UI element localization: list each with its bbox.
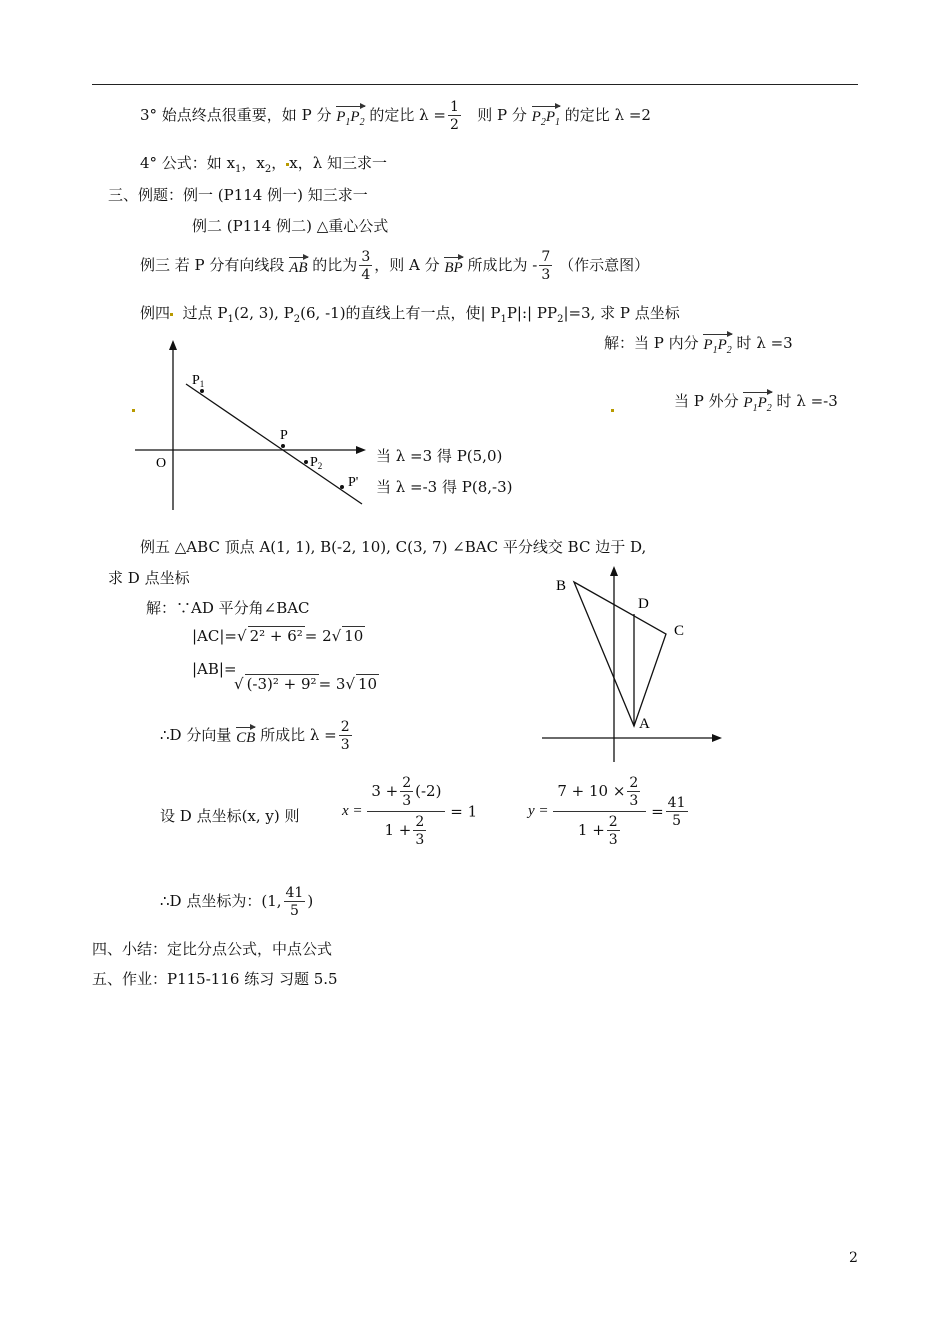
solution-external: 当 P 外分 $P_1P_2$ 时 λ =-3 xyxy=(674,392,838,414)
vector-p2p1: $P_2P_1$ xyxy=(532,105,560,128)
label-c: C xyxy=(674,623,685,639)
d-result: ∴D 点坐标为：(1, $\frac{41}{5}$ ) xyxy=(160,885,314,919)
line-1: 3° 始点终点很重要，如 P 分 $P_1P_2$ 的定比 λ = $\frac{1}{2}$ 则 P 分 $P_2P_1$ 的定比 λ =2 xyxy=(140,99,651,133)
label-p: P xyxy=(280,428,288,443)
fraction-half: $\frac{1}{2}$ xyxy=(450,99,459,133)
label-p1: $P_1$ xyxy=(192,373,205,389)
set-coordinates: 设 D 点坐标(x, y) 则 xyxy=(160,807,300,825)
example-4: 例四 过点 $P_1(2$, 3), $P_2(6$, -1)的直线上有一点，使| $P_1P|:|$ $PP_2|=3$, 求 P 点坐标 xyxy=(140,304,680,325)
example-3: 例三 若 P 分有向线段 AB 的比为 $\frac{3}{4}$ ，则 A 分 BP 所成比为 - $\frac{7}{3}$ （作示意图） xyxy=(140,249,650,283)
solution-5: 解：∵AD 平分角∠BAC xyxy=(146,599,310,617)
result-2: 当 λ =-3 得 P(8,-3) xyxy=(376,478,513,496)
label-d: D xyxy=(638,596,649,612)
vector-p1p2: $P_1P_2$ xyxy=(336,105,364,128)
result-1: 当 λ =3 得 P(5,0) xyxy=(376,447,503,465)
label-origin: O xyxy=(156,456,167,471)
example-2: 例二 (P114 例二) △重心公式 xyxy=(192,217,389,235)
line-graph xyxy=(130,338,370,516)
label-b: B xyxy=(556,578,567,594)
example-5: 例五 △ABC 顶点 A(1, 1), B(-2, 10), C(3, 7) ∠BAC 平分线交 BC 边于 D, xyxy=(140,538,647,556)
ab-length: |AB|= xyxy=(192,660,237,678)
section-examples: 三、例题：例一 (P114 例一) 知三求一 xyxy=(108,186,368,204)
triangle-graph xyxy=(538,566,728,762)
label-a: A xyxy=(639,716,650,732)
section-summary: 四、小结：定比分点公式，中点公式 xyxy=(92,940,333,958)
section-homework: 五、作业：P115-116 练习 习题 5.5 xyxy=(92,970,338,988)
label-p2: $P_2$ xyxy=(310,455,323,471)
ab-length-value: √ (-3)² + 9² = 3√ 10 xyxy=(234,675,378,693)
example-5-cont: 求 D 点坐标 xyxy=(108,569,190,587)
ac-length: |AC|=√ 2² + 6² = 2√ 10 xyxy=(192,627,364,645)
solution-internal: 解：当 P 内分 $P_1P_2$ 时 λ =3 xyxy=(604,334,793,356)
label-p-prime: P' xyxy=(348,475,359,490)
division-ratio: ∴D 分向量 CB 所成比 λ = $\frac{2}{3}$ xyxy=(160,719,350,753)
y-formula: y = 7 + 10 × $\frac{2}{3}$ 1 + $\frac{2}{3}$ = $\frac{41}{5}$ xyxy=(528,775,686,848)
x-formula: x = 3 + $\frac{2}{3}$ (-2) 1 + $\frac{2}{3}$ = 1 xyxy=(342,775,478,848)
line-2: 4° 公式：如 $x_1$，$x_2$， x，λ 知三求一 xyxy=(140,154,388,175)
header-rule xyxy=(92,84,858,85)
page-number: 2 xyxy=(849,1250,858,1266)
